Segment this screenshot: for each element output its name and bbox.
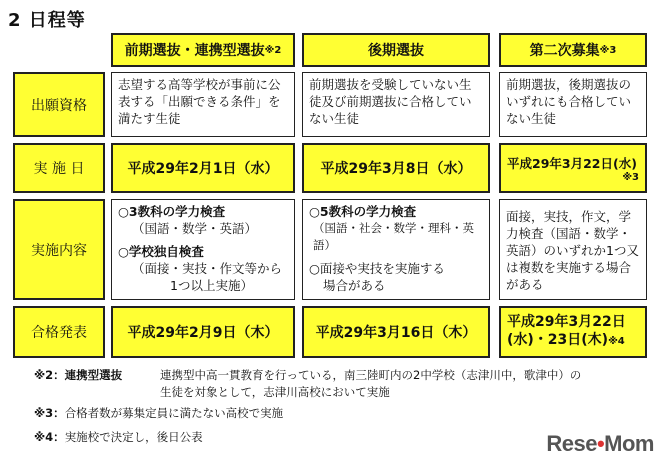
content-item-title: ○面接や実技を実施する <box>309 261 445 276</box>
page-title: 2 日程等 <box>8 10 86 31</box>
cell-eligibility-second: 前期選抜，後期選抜のいずれにも合格していない生徒 <box>499 72 647 137</box>
row-label-exam-date: 実 施 日 <box>13 143 105 193</box>
content-item-detail: （国語・数学・英語） <box>132 221 258 236</box>
content-item-title: ○3教科の学力検査 <box>118 204 226 219</box>
header-note: ※2 <box>264 44 282 56</box>
footnote-mark: ※2：連携型選抜 <box>34 368 123 382</box>
cell-eligibility-late: 前期選抜を受験していない生徒及び前期選抜に合格していない生徒 <box>302 72 490 137</box>
cell-results-early: 平成29年2月9日（木） <box>111 306 295 358</box>
logo-part2: Mom <box>604 431 654 456</box>
footnote-2 <box>34 367 634 401</box>
footnote-3 <box>34 405 634 422</box>
footnote-text: 実施校で決定し，後日公表 <box>64 430 203 444</box>
footnote-mark: ※3： <box>34 406 65 420</box>
content-item-detail: 1つ以上実施） <box>170 278 253 293</box>
header-label: 前期選抜・連携型選抜 <box>124 43 265 59</box>
header-note: ※3 <box>599 44 617 56</box>
footnote-text: 生徒を対象として，志津川高校において実施 <box>160 385 390 399</box>
header-label: 後期選抜 <box>368 43 424 59</box>
row-label-content: 実施内容 <box>13 199 105 300</box>
content-item-title: ○5教科の学力検査 <box>309 204 417 219</box>
cell-exam-date-late: 平成29年3月8日（水） <box>302 143 490 193</box>
row-label-eligibility: 出願資格 <box>13 72 105 137</box>
exam-date-note: ※3 <box>622 171 639 183</box>
footnote-4 <box>34 429 634 446</box>
content-item-detail: 場合がある <box>323 278 386 293</box>
cell-eligibility-early: 志望する高等学校が事前に公表する「出願できる条件」を満たす生徒 <box>111 72 295 137</box>
footnote-mark: ※4： <box>34 430 65 444</box>
logo-part1: Rese <box>546 431 597 456</box>
content-item-detail: （面接・実技・作文等から <box>132 261 283 276</box>
cell-content-early <box>111 199 295 300</box>
results-date-line2: (水)・23日(木) <box>507 332 609 348</box>
resemom-logo: Rese•Mom <box>546 431 654 456</box>
results-date-line1: 平成29年3月22日 <box>507 314 626 330</box>
cell-content-second: 面接，実技，作文，学力検査（国語・数学・英語）のいずれか1つ又は複数を実施する場合がある <box>499 199 647 300</box>
header-early-selection <box>111 33 295 67</box>
header-late-selection <box>302 33 490 67</box>
cell-exam-date-second <box>499 143 647 193</box>
footnote-text: 合格者数が募集定員に満たない高校で実施 <box>64 406 284 420</box>
footnote-text: 連携型中高一貫教育を行っている，南三陸町内の2中学校（志津川中，歌津中）の <box>160 368 582 382</box>
row-label-results: 合格発表 <box>13 306 105 358</box>
header-label: 第二次募集 <box>529 43 600 59</box>
cell-results-late: 平成29年3月16日（木） <box>302 306 490 358</box>
header-second-recruitment <box>499 33 647 67</box>
content-item-detail: （国語・社会・数学・理科・英語） <box>313 221 474 252</box>
results-note: ※4 <box>608 336 625 347</box>
cell-exam-date-early: 平成29年2月1日（水） <box>111 143 295 193</box>
cell-results-second <box>499 306 647 358</box>
exam-date-text: 平成29年3月22日(水) <box>507 155 637 171</box>
cell-content-late <box>302 199 490 300</box>
content-item-title: ○学校独自検査 <box>118 244 204 259</box>
